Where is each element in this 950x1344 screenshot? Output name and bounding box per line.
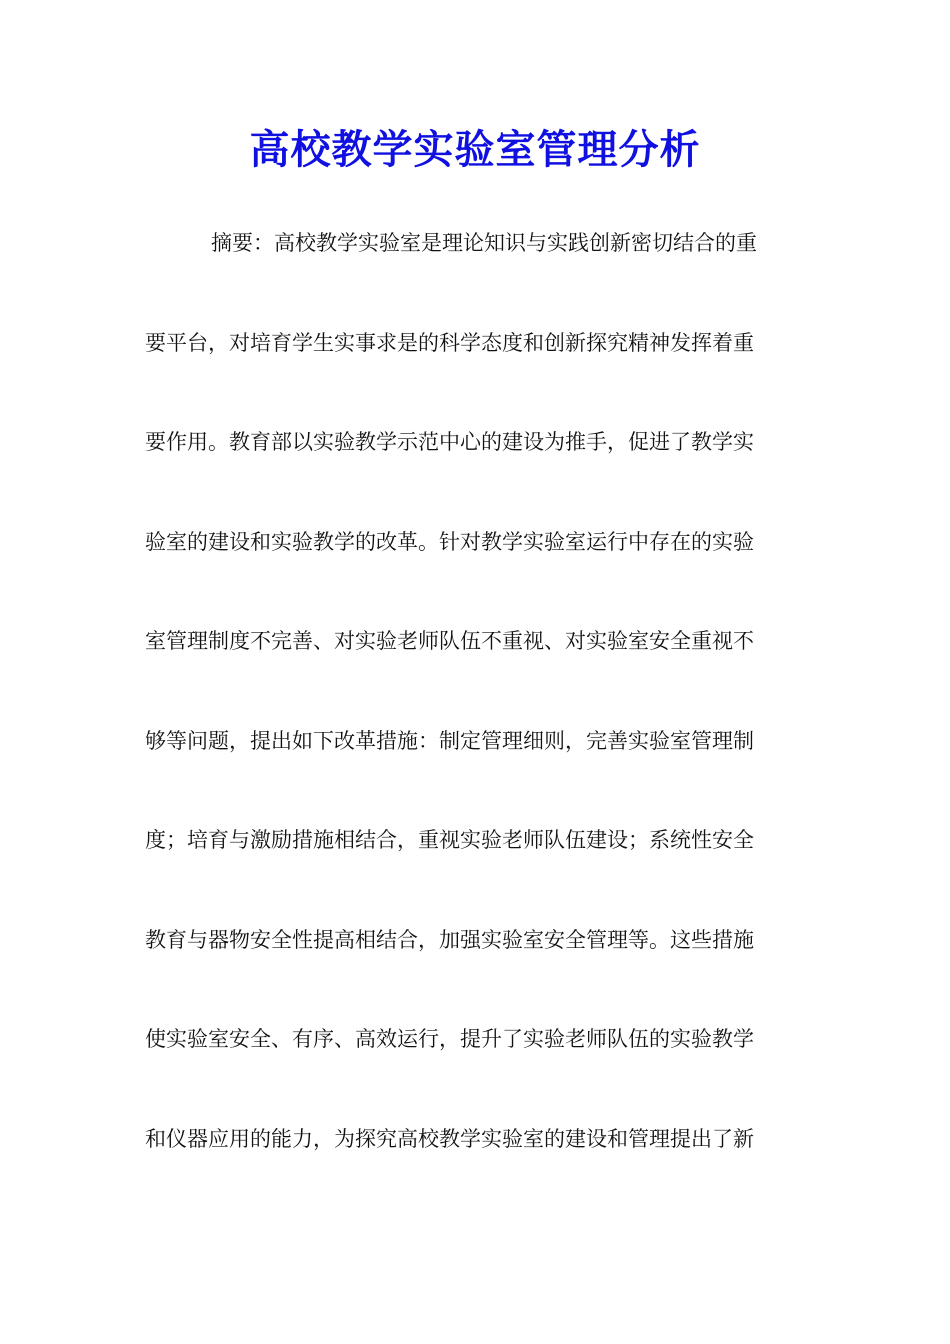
abstract-line-9: 使实验室安全、有序、高效运行，提升了实验老师队伍的实验教学 xyxy=(145,1027,754,1051)
abstract-line-2: 要平台，对培育学生实事求是的科学态度和创新探究精神发挥着重 xyxy=(145,331,754,355)
abstract-line-6: 够等问题，提出如下改革措施：制定管理细则，完善实验室管理制 xyxy=(145,729,754,753)
abstract-line-7: 度；培育与激励措施相结合，重视实验老师队伍建设；系统性安全 xyxy=(145,828,754,852)
abstract-line-1: 摘要：高校教学实验室是理论知识与实践创新密切结合的重 xyxy=(211,231,757,255)
abstract-line-4: 验室的建设和实验教学的改革。针对教学实验室运行中存在的实验 xyxy=(145,530,754,554)
abstract-line-5: 室管理制度不完善、对实验老师队伍不重视、对实验室安全重视不 xyxy=(145,629,754,653)
document-title: 高校教学实验室管理分析 xyxy=(249,126,701,173)
abstract-line-8: 教育与器物安全性提高相结合，加强实验室安全管理等。这些措施 xyxy=(145,928,754,952)
abstract-line-3: 要作用。教育部以实验教学示范中心的建设为推手，促进了教学实 xyxy=(145,430,754,454)
abstract-line-10: 和仪器应用的能力，为探究高校教学实验室的建设和管理提出了新 xyxy=(145,1127,754,1151)
